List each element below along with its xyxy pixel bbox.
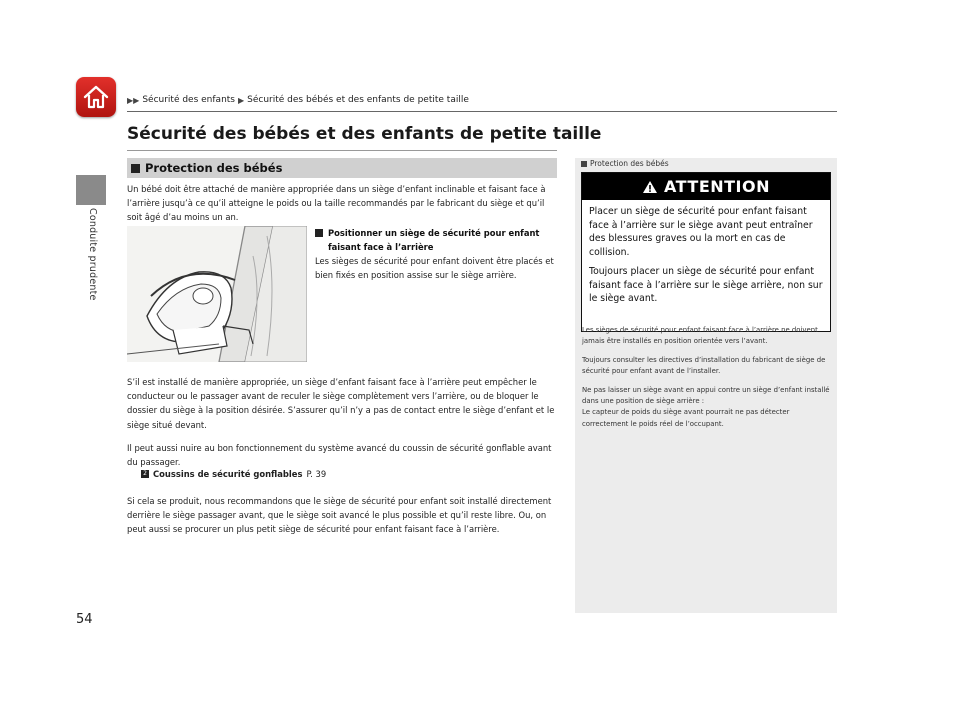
- reference-title: Coussins de sécurité gonflables: [153, 469, 303, 479]
- sidebar-bullet-icon: [581, 161, 587, 167]
- section-title: Protection des bébés: [145, 161, 283, 175]
- warning-bar: [582, 173, 830, 200]
- paragraph-2: S’il est installé de manière appropriée, un siège d’enfant faisant face à l’arrière peut empêcher le conducteur ou le passager avant de reculer le siège complètement vers l’arrière, ou de bloquer le dossier du siège à la position désirée. S’assurer qu’il n’y a pas de contact entre le siège d’enfant et le siège situé devant.: [127, 377, 555, 430]
- section-square-icon: [131, 164, 140, 173]
- section-header: [127, 158, 557, 178]
- sidebar-notes: [582, 325, 832, 437]
- sidebar-heading-text: Protection des bébés: [590, 159, 669, 168]
- chapter-label: Conduite prudente: [87, 208, 98, 301]
- title-divider: [127, 150, 557, 151]
- subheading-paragraph: Les sièges de sécurité pour enfant doivent être placés et bien fixés en position assise sur le siège arrière.: [315, 256, 554, 281]
- header-divider: [127, 111, 837, 112]
- subheading-text: Positionner un siège de sécurité pour enfant faisant face à l’arrière: [328, 228, 540, 252]
- page-number: 54: [76, 612, 93, 627]
- sidebar-notes-panel: [575, 158, 837, 613]
- rear-facing-seat-illustration: [127, 226, 307, 362]
- intro-paragraph: Un bébé doit être attaché de manière appropriée dans un siège d’enfant inclinable et faisant face à l’arrière jusqu’à ce qu’il atteigne le poids ou la taille recommandés par le fabricant du siège et qu’il soit âgé d’au moins un an.: [127, 184, 546, 223]
- warning-icon: [642, 180, 658, 194]
- warning-box: [581, 172, 831, 332]
- breadcrumb-arrow-icon: ▶: [238, 95, 245, 105]
- subheading: [315, 226, 560, 254]
- cross-reference-link[interactable]: [141, 469, 326, 479]
- chapter-tab[interactable]: [76, 175, 106, 205]
- reference-page: P. 39: [306, 469, 327, 479]
- sidebar-note-3b: Le capteur de poids du siège avant pourrait ne pas détecter correctement le poids réel de l’occupant.: [582, 408, 790, 428]
- sidebar-note-1: Les sièges de sécurité pour enfant faisant face à l’arrière ne doivent jamais être installés en position orientée vers l’avant.: [582, 326, 818, 346]
- sidebar-note-3: [582, 385, 832, 431]
- page-title: Sécurité des bébés et des enfants de petite taille: [127, 124, 602, 144]
- breadcrumb: [127, 95, 469, 105]
- paragraph-3: Il peut aussi nuire au bon fonctionnement du système avancé du coussin de sécurité gonflable avant du passager.: [127, 443, 552, 468]
- warning-text: [582, 200, 830, 306]
- home-button[interactable]: [76, 77, 116, 117]
- sidebar-note-3a: Ne pas laisser un siège avant en appui contre un siège d’enfant installé dans une position de siège arrière :: [582, 385, 830, 406]
- breadcrumb-arrow-icon: ▶▶: [127, 95, 140, 105]
- home-icon: [82, 83, 110, 111]
- paragraph-4: Si cela se produit, nous recommandons que le siège de sécurité pour enfant soit installé directement derrière le siège passager avant, que le siège soit avancé le plus possible et qu’il reste libre. Ou, on peut aussi se procurer un plus petit siège de sécurité pour enfant faisant face à l’arrière.: [127, 496, 552, 535]
- sidebar-note-2: Toujours consulter les directives d’installation du fabricant de siège de sécurité pour enfant avant de l’installer.: [582, 355, 826, 376]
- warning-paragraph-2: Toujours placer un siège de sécurité pour enfant faisant face à l’arrière sur le siège arrière, non sur le siège avant.: [589, 266, 823, 304]
- reference-arrow-icon: 2: [141, 470, 149, 478]
- subheading-square-icon: [315, 229, 323, 237]
- warning-paragraph-1: Placer un siège de sécurité pour enfant faisant face à l’arrière sur le siège avant peut entraîner des blessures graves ou la mort en cas de collision.: [589, 206, 813, 258]
- breadcrumb-level2: Sécurité des bébés et des enfants de petite taille: [247, 95, 469, 105]
- breadcrumb-level1[interactable]: Sécurité des enfants: [142, 95, 235, 105]
- sidebar-heading: [581, 159, 669, 168]
- warning-word: ATTENTION: [663, 177, 770, 196]
